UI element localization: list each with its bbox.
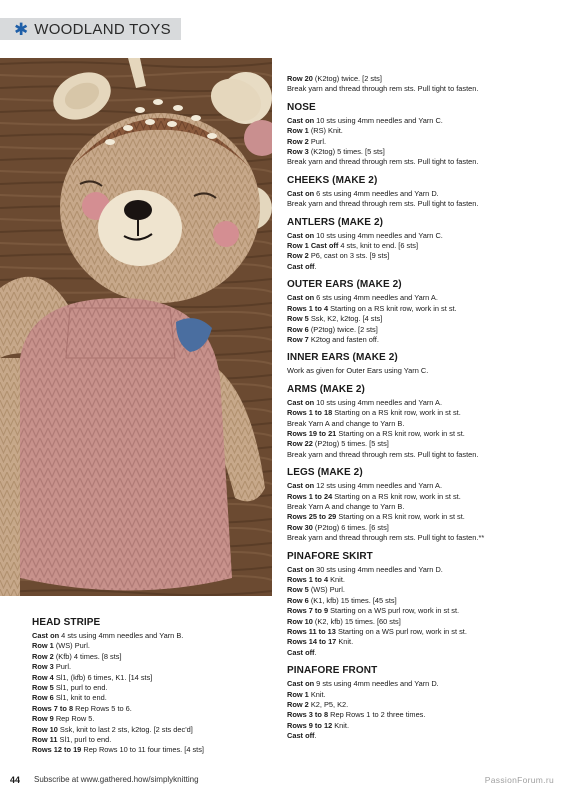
section-header: [0, 18, 181, 40]
instruction-line: Row 1 Cast off 4 sts, knit to end. [6 sts]: [287, 241, 419, 251]
section-inner-ears: [287, 352, 559, 376]
section-nose: [287, 102, 559, 168]
instruction-line: Break Yarn A and change to Yarn B.: [287, 501, 405, 511]
instruction-line: Row 20 (K2tog) twice. [2 sts]: [287, 74, 382, 83]
instruction-line: Row 3 (K2tog) 5 times. [5 sts]: [287, 147, 385, 157]
instruction-line: Break yarn and thread through rem sts. Pull tight to fasten.: [287, 157, 479, 167]
section-title: WOODLAND TOYS: [34, 20, 171, 38]
instruction-line: Row 2 (Kfb) 4 times. [8 sts]: [32, 651, 122, 661]
instruction-line: Row 2 P6, cast on 3 sts. [9 sts]: [287, 251, 390, 261]
section-heading: NOSE: [287, 101, 316, 113]
instruction-line: Cast off.: [287, 731, 317, 741]
subscribe-link[interactable]: Subscribe at www.gathered.how/simplyknitting: [34, 775, 199, 784]
instruction-line: Row 6 (P2tog) twice. [2 sts]: [287, 324, 378, 334]
instruction-line: Rows 7 to 9 Starting on a WS purl row, work in st st.: [287, 606, 460, 616]
instruction-line: Rows 3 to 8 Rep Rows 1 to 2 three times.: [287, 710, 426, 720]
instruction-line: Work as given for Outer Ears using Yarn C.: [287, 366, 429, 376]
asterisk-icon: ✱: [14, 19, 29, 39]
instruction-line: Rows 9 to 12 Knit.: [287, 720, 350, 730]
section-pinafore-front: [287, 665, 559, 741]
deer-toy-photo: [0, 58, 272, 596]
instruction-line: Cast off.: [287, 261, 317, 271]
section-heading: LEGS (MAKE 2): [287, 467, 363, 479]
instruction-line: Row 6 Sl1, knit to end.: [32, 693, 107, 703]
instruction-line: Row 2 K2, P5, K2.: [287, 700, 349, 710]
instruction-line: Cast on 10 sts using 4mm needles and Yarn A.: [287, 397, 443, 407]
instruction-line: Row 4 Sl1, (kfb) 6 times, K1. [14 sts]: [32, 672, 153, 682]
section-heading: ARMS (MAKE 2): [287, 383, 365, 395]
instruction-line: Rows 11 to 13 Starting on a WS purl row, work in st st.: [287, 627, 467, 637]
instruction-line: Break yarn and thread through rem sts. Pull tight to fasten.: [287, 84, 479, 94]
section-legs: [287, 467, 559, 543]
section-heading: ANTLERS (MAKE 2): [287, 216, 384, 228]
instruction-line: Cast on 9 sts using 4mm needles and Yarn D.: [287, 679, 439, 689]
instruction-line: Cast off.: [287, 647, 317, 657]
section-cheeks: [287, 175, 559, 210]
section-outer-ears: [287, 279, 559, 345]
instruction-line: Cast on 30 sts using 4mm needles and Yarn D.: [287, 564, 443, 574]
instruction-line: Rows 1 to 4 Starting on a RS knit row, work in st st.: [287, 303, 457, 313]
instruction-line: Row 6 (K1, kfb) 15 times. [45 sts]: [287, 595, 397, 605]
instruction-line: Break yarn and thread through rem sts. Pull tight to fasten.: [287, 199, 479, 209]
section-pinafore-skirt: [287, 551, 559, 659]
instruction-line: Rows 7 to 8 Rep Rows 5 to 6.: [32, 703, 132, 713]
section-heading: PINAFORE SKIRT: [287, 550, 373, 562]
instruction-line: Row 1 Knit.: [287, 689, 326, 699]
instruction-line: Row 5 Sl1, purl to end.: [32, 683, 108, 693]
instruction-line: Cast on 6 sts using 4mm needles and Yarn D.: [287, 188, 439, 198]
section-heading: HEAD STRIPE: [32, 617, 101, 628]
instruction-line: Cast on 12 sts using 4mm needles and Yarn A.: [287, 481, 443, 491]
instruction-line: Rows 1 to 18 Starting on a RS knit row, work in st st.: [287, 408, 461, 418]
instruction-line: Row 5 Ssk, K2, k2tog. [4 sts]: [287, 314, 383, 324]
section-arms: [287, 384, 559, 460]
instructions-right-column: [287, 74, 559, 749]
instruction-line: Row 10 (K2, kfb) 15 times. [60 sts]: [287, 616, 401, 626]
instruction-line: Row 7 K2tog and fasten off.: [287, 334, 379, 344]
instruction-line: Cast on 4 sts using 4mm needles and Yarn B.: [32, 631, 184, 640]
instruction-line: Row 5 (WS) Purl.: [287, 585, 345, 595]
instruction-line: Row 9 Rep Row 5.: [32, 714, 95, 724]
instruction-line: Rows 12 to 19 Rep Rows 10 to 11 four times. [4 sts]: [32, 745, 204, 755]
instruction-line: Row 2 Purl.: [287, 136, 327, 146]
instruction-line: Row 22 (P2tog) 5 times. [5 sts]: [287, 439, 389, 449]
instruction-line: Break Yarn A and change to Yarn B.: [287, 418, 405, 428]
section-head-stripe: [32, 617, 272, 756]
instruction-line: Row 3 Purl.: [32, 662, 72, 672]
instruction-line: Rows 25 to 29 Starting on a RS knit row, work in st st.: [287, 512, 465, 522]
instruction-line: Break yarn and thread through rem sts. Pull tight to fasten.: [287, 449, 479, 459]
page-footer: [0, 772, 566, 788]
section-heading: PINAFORE FRONT: [287, 665, 378, 677]
section-antlers: [287, 217, 559, 273]
instruction-line: Break yarn and thread through rem sts. Pull tight to fasten.**: [287, 533, 485, 543]
section-head-cont: [287, 74, 559, 95]
instruction-line: Cast on 6 sts using 4mm needles and Yarn A.: [287, 293, 438, 303]
section-heading: OUTER EARS (MAKE 2): [287, 279, 402, 291]
instruction-line: Row 30 (P2tog) 6 times. [6 sts]: [287, 522, 389, 532]
watermark: PassionForum.ru: [484, 775, 554, 785]
instruction-line: Row 10 Ssk, knit to last 2 sts, k2tog. [2 sts dec'd]: [32, 724, 193, 734]
instruction-line: Rows 14 to 17 Knit.: [287, 637, 354, 647]
page-number: 44: [10, 775, 21, 785]
instruction-line: Cast on 10 sts using 4mm needles and Yarn C.: [287, 230, 443, 240]
instruction-line: Rows 19 to 21 Starting on a RS knit row, work in st st.: [287, 428, 465, 438]
instruction-line: Cast on 10 sts using 4mm needles and Yarn C.: [287, 115, 443, 125]
instruction-line: Row 1 (RS) Knit.: [287, 126, 343, 136]
instruction-line: Rows 1 to 24 Starting on a RS knit row, work in st st.: [287, 491, 461, 501]
instructions-left-column: [32, 617, 272, 763]
instruction-line: Row 1 (WS) Purl.: [32, 641, 90, 651]
section-heading: INNER EARS (MAKE 2): [287, 352, 398, 364]
section-heading: CHEEKS (MAKE 2): [287, 174, 378, 186]
instruction-line: Rows 1 to 4 Knit.: [287, 575, 345, 584]
instruction-line: Row 11 Sl1, purl to end.: [32, 735, 112, 745]
